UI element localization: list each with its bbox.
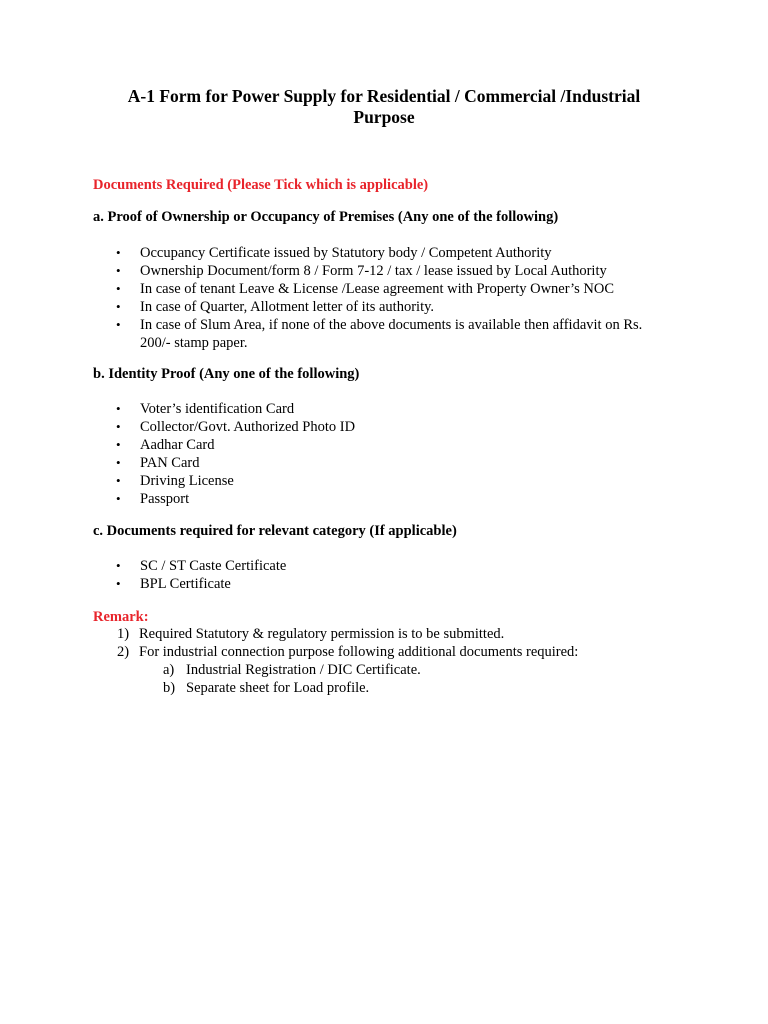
list-number: 2)	[117, 644, 130, 660]
section-c-heading: c. Documents required for relevant category (If applicable)	[93, 523, 457, 539]
list-item-text: Required Statutory & regulatory permission is to be submitted.	[139, 626, 505, 642]
section-b-list	[0, 400, 660, 508]
list-item	[0, 625, 679, 643]
list-item: • Voter’s identification Card	[0, 400, 660, 418]
page-title: A-1 Form for Power Supply for Residential / Commercial /Industrial Purpose	[127, 86, 641, 127]
list-item-text: For industrial connection purpose following additional documents required:	[139, 644, 579, 660]
list-item: • Collector/Govt. Authorized Photo ID	[0, 418, 660, 436]
documents-required-heading: Documents Required (Please Tick which is applicable)	[93, 177, 429, 193]
list-item: • In case of Slum Area, if none of the above documents is available then affidavit on Rs. 200/- stamp paper.	[0, 316, 660, 352]
section-c-list	[0, 557, 660, 593]
sub-list-item	[139, 679, 679, 697]
list-item: • SC / ST Caste Certificate	[0, 557, 660, 575]
list-item	[0, 643, 679, 697]
remark-sub-list	[139, 661, 679, 697]
section-a-list	[0, 244, 660, 352]
remark-list	[0, 625, 679, 697]
list-item: • BPL Certificate	[0, 575, 660, 593]
list-item: • Passport	[0, 490, 660, 508]
list-number: 1)	[117, 626, 130, 642]
remark-label: Remark:	[93, 609, 149, 625]
list-item: • Occupancy Certificate issued by Statutory body / Competent Authority	[0, 244, 660, 262]
sub-list-item-text: Separate sheet for Load profile.	[186, 680, 370, 696]
list-item: • Aadhar Card	[0, 436, 660, 454]
section-b-heading: b. Identity Proof (Any one of the following)	[93, 366, 360, 382]
list-item: • In case of tenant Leave & License /Lease agreement with Property Owner’s NOC	[0, 280, 660, 298]
sub-list-letter: b)	[163, 680, 176, 696]
section-a-heading: a. Proof of Ownership or Occupancy of Premises (Any one of the following)	[93, 209, 559, 225]
sub-list-item	[139, 661, 679, 679]
list-item: • PAN Card	[0, 454, 660, 472]
list-item: • In case of Quarter, Allotment letter of its authority.	[0, 298, 660, 316]
list-item: • Driving License	[0, 472, 660, 490]
sub-list-letter: a)	[163, 662, 175, 678]
list-item: • Ownership Document/form 8 / Form 7-12 / tax / lease issued by Local Authority	[0, 262, 660, 280]
sub-list-item-text: Industrial Registration / DIC Certificate.	[186, 662, 421, 678]
